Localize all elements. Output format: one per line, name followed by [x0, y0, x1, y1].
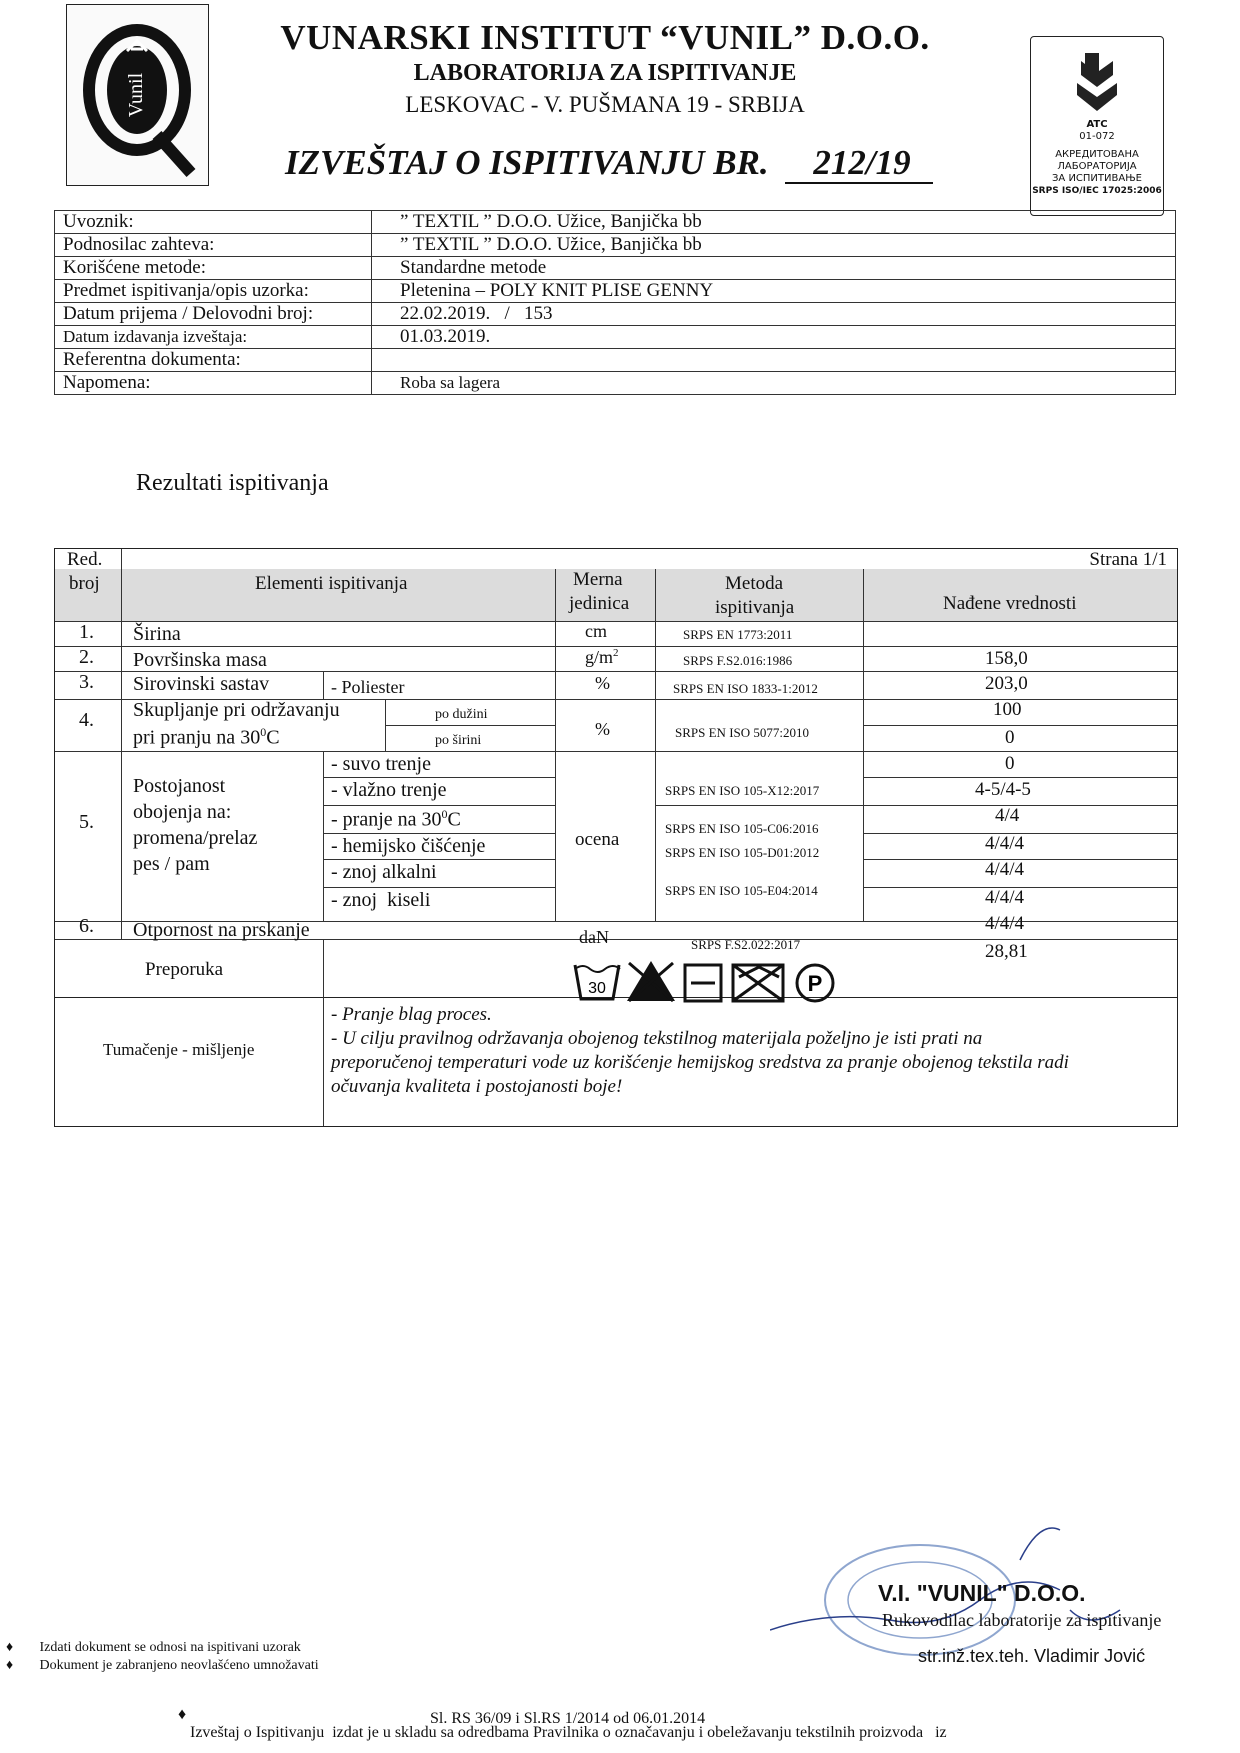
bullet-icon: ♦: [178, 1706, 187, 1723]
info-label: Podnosilac zahteva:: [55, 234, 372, 257]
accreditation-number: 01-072: [1079, 131, 1115, 142]
info-row: [55, 349, 1176, 372]
unit-superscript: 2: [613, 647, 619, 659]
info-label: Datum prijema / Delovodni broj:: [55, 303, 372, 326]
unit: cm: [585, 621, 607, 641]
row-number: 4.: [79, 709, 94, 731]
opinion-label: Tumačenje - mišljenje: [103, 1040, 255, 1059]
unit: %: [595, 719, 610, 739]
no-bleach-icon: [627, 961, 675, 1001]
info-label: Referentna dokumenta:: [55, 349, 372, 372]
row-divider: [55, 751, 1177, 752]
found-value: 4/4: [995, 805, 1020, 826]
test-condition: - znoj kiseli: [331, 889, 431, 911]
opinion-line: preporučenoj temperaturi vode uz korišćenje hemijskog sredstva za pranje obojenog tekstila radi: [331, 1052, 1069, 1073]
report-number: 212/19: [785, 143, 932, 184]
footer-note: [6, 1658, 319, 1674]
accreditation-mark-icon: [1067, 49, 1127, 113]
col-header-metoda-1: Metoda: [725, 573, 784, 594]
bullet-icon: ♦: [6, 1658, 14, 1673]
recommendation-label: Preporuka: [145, 959, 224, 980]
degree-superscript: 0: [441, 807, 448, 821]
vunil-logo: [66, 4, 209, 186]
found-value: 100: [993, 699, 1022, 720]
signature-block: [770, 1520, 1180, 1670]
row-divider: [323, 887, 555, 888]
col-header-metoda-2: ispitivanja: [715, 597, 795, 618]
degree-superscript: 0: [260, 725, 267, 739]
info-row: [55, 280, 1176, 303]
method: SRPS EN ISO 105-C06:2016: [665, 821, 819, 836]
element-text-end: C: [266, 726, 280, 749]
row-number: 3.: [79, 671, 94, 693]
accreditation-line3: ЗА ИСПИТИВАЊЕ: [1052, 173, 1142, 184]
col-header-red-2: broj: [69, 573, 100, 594]
found-value: 0: [1005, 753, 1015, 774]
method: SRPS EN ISO 105-E04:2014: [665, 883, 818, 898]
results-table: [54, 548, 1178, 998]
opinion-row: [54, 996, 1178, 1127]
row-divider: [323, 859, 555, 860]
row-number: 6.: [79, 915, 94, 937]
info-value: Standardne metode: [372, 257, 1176, 280]
info-value: ” TEXTIL ” D.O.O. Užice, Banjička bb: [372, 211, 1176, 234]
report-title: [285, 143, 933, 183]
element-name: Površinska masa: [133, 649, 267, 671]
found-value: 4/4/4: [985, 913, 1025, 934]
col-header-merna-2: jedinica: [569, 593, 630, 614]
unit: [585, 647, 619, 668]
sub-divider: [323, 671, 324, 699]
info-value: 01.03.2019.: [372, 326, 1176, 349]
info-row: [55, 257, 1176, 280]
info-row: [55, 211, 1176, 234]
element-sub: po dužini: [435, 707, 488, 722]
unit: %: [595, 673, 610, 693]
accreditation-line2: ЛАБОРАТОРИЈА: [1057, 161, 1137, 172]
condition-text: - pranje na 30: [331, 808, 442, 831]
footer-note: [6, 1640, 301, 1656]
info-value: [372, 349, 1176, 372]
info-label: Korišćene metode:: [55, 257, 372, 280]
method: SRPS F.S2.016:1986: [683, 653, 793, 668]
row-divider: [655, 805, 1177, 806]
info-value: Pletenina – POLY KNIT PLISE GENNY: [372, 280, 1176, 303]
sub-divider: [323, 996, 324, 1126]
unit-text: g/m: [585, 647, 614, 667]
footer-note-text: Dokument je zabranjeno neovlašćeno umnožavati: [39, 1658, 319, 1673]
element-sub: - Poliester: [331, 677, 405, 697]
info-row: [55, 372, 1176, 395]
info-row: [55, 303, 1176, 326]
opinion-line: - U cilju pravilnog održavanja obojenog tekstilnog materijala poželjno je isti prati na: [331, 1028, 983, 1049]
element-name: Otpornost na prskanje: [133, 919, 310, 941]
row-divider: [323, 777, 555, 778]
test-condition: - hemijsko čišćenje: [331, 835, 486, 857]
row-number: 5.: [79, 811, 94, 833]
logo-text: Vunil: [125, 72, 147, 118]
element-sub: po širini: [435, 733, 482, 748]
element-name: Širina: [133, 623, 181, 645]
accreditation-standard: SRPS ISO/IEC 17025:2006: [1032, 186, 1162, 196]
opinion-line: očuvanja kvaliteta i postojanosti boje!: [331, 1076, 623, 1097]
vunil-q-logo-icon: [67, 5, 208, 185]
found-value: 0: [1005, 727, 1015, 748]
info-row: [55, 326, 1176, 349]
element-name: Skupljanje pri održavanju: [133, 699, 340, 721]
test-condition: - vlažno trenje: [331, 779, 447, 801]
info-label: Napomena:: [55, 372, 372, 395]
col-header-red-1: Red.: [67, 549, 103, 570]
method: SRPS EN ISO 5077:2010: [675, 725, 809, 740]
found-value: 4/4/4: [985, 859, 1025, 880]
col-header-merna-1: Merna: [573, 569, 623, 590]
element-name: pes / pam: [133, 853, 210, 875]
test-condition: [331, 807, 461, 832]
col-divider: [121, 549, 122, 939]
info-value: Roba sa lagera: [372, 372, 1176, 395]
test-condition: - znoj alkalni: [331, 861, 437, 883]
row-divider: [385, 725, 555, 726]
row-divider: [55, 621, 1177, 622]
row-divider: [323, 805, 555, 806]
row-divider: [863, 777, 1177, 778]
element-name: Sirovinski sastav: [133, 673, 270, 695]
info-label: Uvoznik:: [55, 211, 372, 234]
col-header-elementi: Elementi ispitivanja: [255, 573, 408, 594]
test-condition: - suvo trenje: [331, 753, 431, 775]
wash-30-icon: [575, 965, 620, 999]
found-value: 158,0: [985, 648, 1028, 669]
row-divider: [863, 725, 1177, 726]
method: SRPS EN ISO 105-X12:2017: [665, 783, 820, 798]
report-title-text: IZVEŠTAJ O ISPITIVANJU BR.: [285, 143, 769, 182]
col-header-nadjene: Nađene vrednosti: [943, 593, 1077, 614]
wash-temp: 30: [588, 980, 606, 997]
element-name: Postojanost: [133, 775, 226, 797]
institute-address: LESKOVAC - V. PUŠMANA 19 - SRBIJA: [405, 92, 805, 117]
signature-company: V.I. "VUNIL" D.O.O.: [878, 1580, 1086, 1606]
info-row: [55, 234, 1176, 257]
info-label: Predmet ispitivanja/opis uzorka:: [55, 280, 372, 303]
row-number: 2.: [79, 646, 94, 668]
condition-text-end: C: [447, 808, 461, 831]
method: SRPS EN 1773:2011: [683, 627, 793, 642]
results-heading: Rezultati ispitivanja: [136, 470, 329, 496]
found-value: 28,81: [985, 941, 1028, 962]
page-indicator: Strana 1/1: [1089, 549, 1167, 570]
info-value: ” TEXTIL ” D.O.O. Užice, Banjička bb: [372, 234, 1176, 257]
found-value: 4-5/4-5: [975, 779, 1031, 800]
footer-legal-ref: Sl. RS 36/09 i Sl.RS 1/2014 od 06.01.2014: [430, 1710, 706, 1727]
footer-note-text: Izdati dokument se odnosi na ispitivani uzorak: [39, 1640, 301, 1655]
info-table: [54, 210, 1176, 395]
method: SRPS F.S2.022:2017: [691, 937, 801, 952]
element-name: [133, 725, 280, 750]
accreditation-badge: [1030, 36, 1164, 216]
sub-divider: [323, 939, 324, 997]
row-divider: [323, 833, 555, 834]
bullet-icon: ♦: [6, 1640, 14, 1655]
accreditation-code: ATC: [1086, 119, 1108, 130]
footer-legal-text: Izveštaj o Ispitivanju izdat je u skladu sa odredbama Pravilnika o označavanju i obeležavanju tekstilnih proizvoda iz: [190, 1724, 947, 1741]
info-label: Datum izdavanja izveštaja:: [55, 326, 372, 349]
row-number: 1.: [79, 621, 94, 643]
dryclean-letter: P: [807, 971, 823, 996]
institute-name: VUNARSKI INSTITUT “VUNIL” D.O.O.: [280, 18, 930, 57]
opinion-line: - Pranje blag proces.: [331, 1004, 492, 1025]
element-text: pri pranju na 30: [133, 726, 261, 749]
laboratory-name: LABORATORIJA ZA ISPITIVANJE: [413, 60, 797, 86]
unit: daN: [579, 927, 609, 947]
element-name: obojenja na:: [133, 801, 232, 823]
found-value: 4/4/4: [985, 887, 1025, 908]
accreditation-line1: АКРЕДИТОВАНА: [1055, 149, 1139, 160]
method: SRPS EN ISO 1833-1:2012: [673, 681, 818, 696]
unit: ocena: [575, 829, 620, 850]
found-value: 203,0: [985, 673, 1028, 694]
found-value: 4/4/4: [985, 833, 1025, 854]
method: SRPS EN ISO 105-D01:2012: [665, 845, 820, 860]
info-value: 22.02.2019. / 153: [372, 303, 1176, 326]
element-name: promena/prelaz: [133, 827, 258, 849]
signature-name: str.inž.tex.teh. Vladimir Jović: [918, 1646, 1146, 1666]
signature-role: Rukovodilac laboratorije za ispitivanje: [882, 1610, 1162, 1630]
